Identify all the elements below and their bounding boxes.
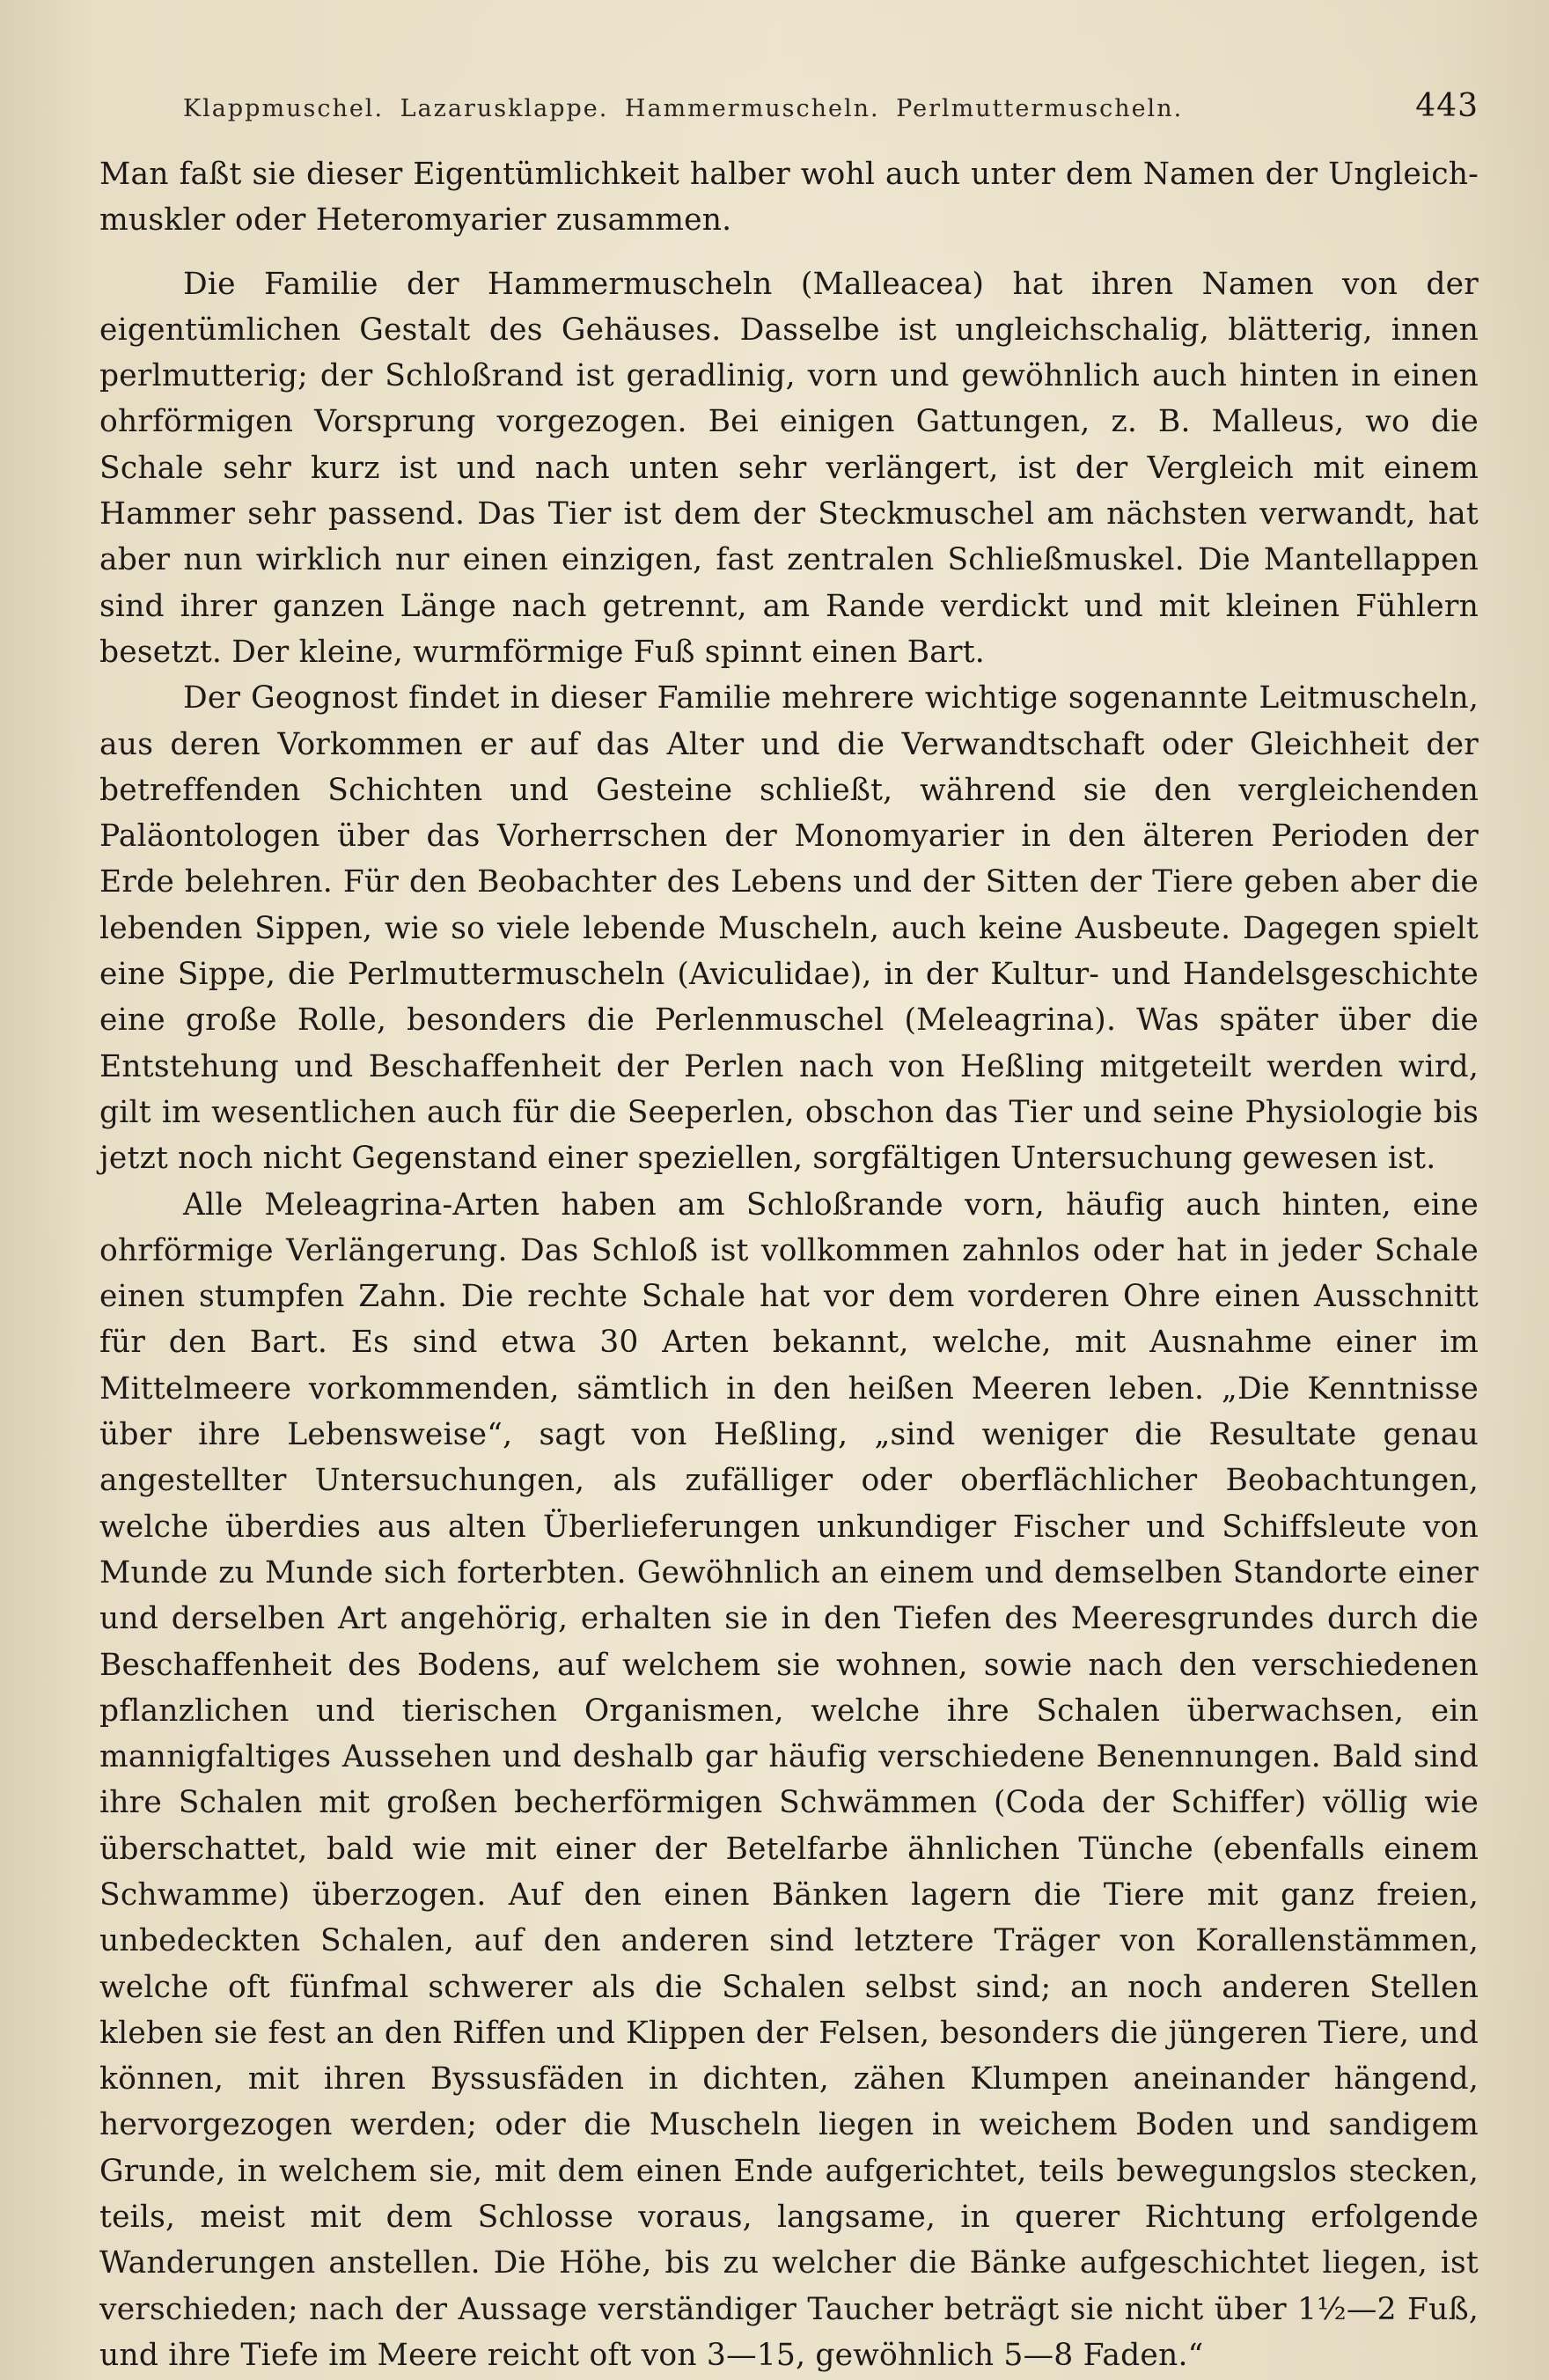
running-head-title: Klappmuschel. Lazarusklappe. Hammermuscheln. Perlmuttermuscheln. (183, 95, 1184, 122)
paragraph-meleagrina: Alle Meleagrina-Arten haben am Schloßrande vorn, häufig auch hinten, eine ohrförmige Verlängerung. Das Schloß ist vollkommen zahnlos oder hat in jeder Schale einen stumpfen Zahn. Die rechte Schale hat vor dem vorderen Ohre einen Ausschnitt für den Bart. Es sind etwa 30 Arten bekannt, welche, mit Ausnahme einer im Mittelmeere vorkommenden, sämtlich in den heißen Meeren leben. „Die Kenntnisse über ihre Lebensweise“, sagt von Heßling, „sind weniger die Resultate genau angestellter Untersuchungen, als zufälliger oder oberflächlicher Beobachtungen, welche überdies aus alten Überlieferungen unkundiger Fischer und Schiffsleute von Munde zu Munde sich forterbten. Gewöhnlich an einem und demselben Standorte einer und derselben Art angehörig, erhalten sie in den Tiefen des Meeresgrundes durch die Beschaffenheit des Bodens, auf welchem sie wohnen, sowie nach den verschiedenen pflanzlichen und tierischen Organismen, welche ihre Schalen überwachsen, ein mannigfaltiges Aussehen und deshalb gar häufig verschiedene Benennungen. Bald sind ihre Schalen mit großen becherförmigen Schwämmen (Coda der Schiffer) völlig wie überschattet, bald wie mit einer der Betelfarbe ähnlichen Tünche (ebenfalls einem Schwamme) überzogen. Auf den einen Bänken lagern die Tiere mit ganz freien, unbedeckten Schalen, auf den anderen sind letztere Träger von Korallenstämmen, welche oft fünfmal schwerer als die Schalen selbst sind; an noch anderen Stellen kleben sie fest an den Riffen und Klippen der Felsen, besonders die jüngeren Tiere, und können, mit ihren Byssusfäden in dichten, zähen Klumpen aneinander hängend, hervorgezogen werden; oder die Muscheln liegen in weichem Boden und sandigem Grunde, in welchem sie, mit dem einen Ende aufgerichtet, teils bewegungslos stecken, teils, meist mit dem Schlosse voraus, langsame, in querer Richtung erfolgende Wanderungen anstellen. Die Höhe, bis zu welcher die Bänke aufgeschichtet liegen, ist verschieden; nach der Aussage verständiger Taucher beträgt sie nicht über 1½—2 Fuß, und ihre Tiefe im Meere reicht oft von 3—15, gewöhnlich 5—8 Faden.“ (99, 1186, 1479, 2373)
paragraph-geognost: Der Geognost findet in dieser Familie mehrere wichtige sogenannte Leitmuscheln, aus deren Vorkommen er auf das Alter und die Verwandtschaft oder Gleichheit der betreffenden Schichten und Gesteine schließt, während sie den vergleichenden Paläontologen über das Vorherrschen der Monomyarier in den älteren Perioden der Erde belehren. Für den Beobachter des Lebens und der Sitten der Tiere geben aber die lebenden Sippen, wie so viele lebende Muscheln, auch keine Ausbeute. Dagegen spielt eine Sippe, die Perlmuttermuscheln (Aviculidae), in der Kultur- und Handelsgeschichte eine große Rolle, besonders die Perlenmuschel (Meleagrina). Was später über die Entstehung und Beschaffenheit der Perlen nach von Heßling mitgeteilt werden wird, gilt im wesentlichen auch für die Seeperlen, obschon das Tier und seine Physiologie bis jetzt noch nicht Gegenstand einer speziellen, sorgfältigen Untersuchung gewesen ist. (99, 680, 1479, 1177)
paragraph-hammermuscheln: Die Familie der Hammermuscheln (Malleacea) hat ihren Namen von der eigentümlichen Gestalt des Gehäuses. Dasselbe ist ungleichschalig, blätterig, innen perlmutterig; der Schloßrand ist geradlinig, vorn und gewöhnlich auch hinten in einen ohrförmigen Vorsprung vorgezogen. Bei einigen Gattungen, z. B. Malleus, wo die Schale sehr kurz ist und nach unten sehr verlängert, ist der Vergleich mit einem Hammer sehr passend. Das Tier ist dem der Steckmuschel am nächsten verwandt, hat aber nun wirklich nur einen einzigen, fast zentralen Schließmuskel. Die Mantellappen sind ihrer ganzen Länge nach getrennt, am Rande verdickt und mit kleinen Fühlern besetzt. Der kleine, wurmförmige Fuß spinnt einen Bart. (99, 266, 1479, 670)
running-head (183, 88, 1479, 141)
body-text (99, 151, 1479, 2378)
paragraph-continuation: Man faßt sie dieser Eigentümlichkeit halber wohl auch unter dem Namen der Ungleich-muskler oder Heteromyarier zusammen. (99, 157, 1479, 239)
page-number: 443 (1415, 88, 1479, 124)
